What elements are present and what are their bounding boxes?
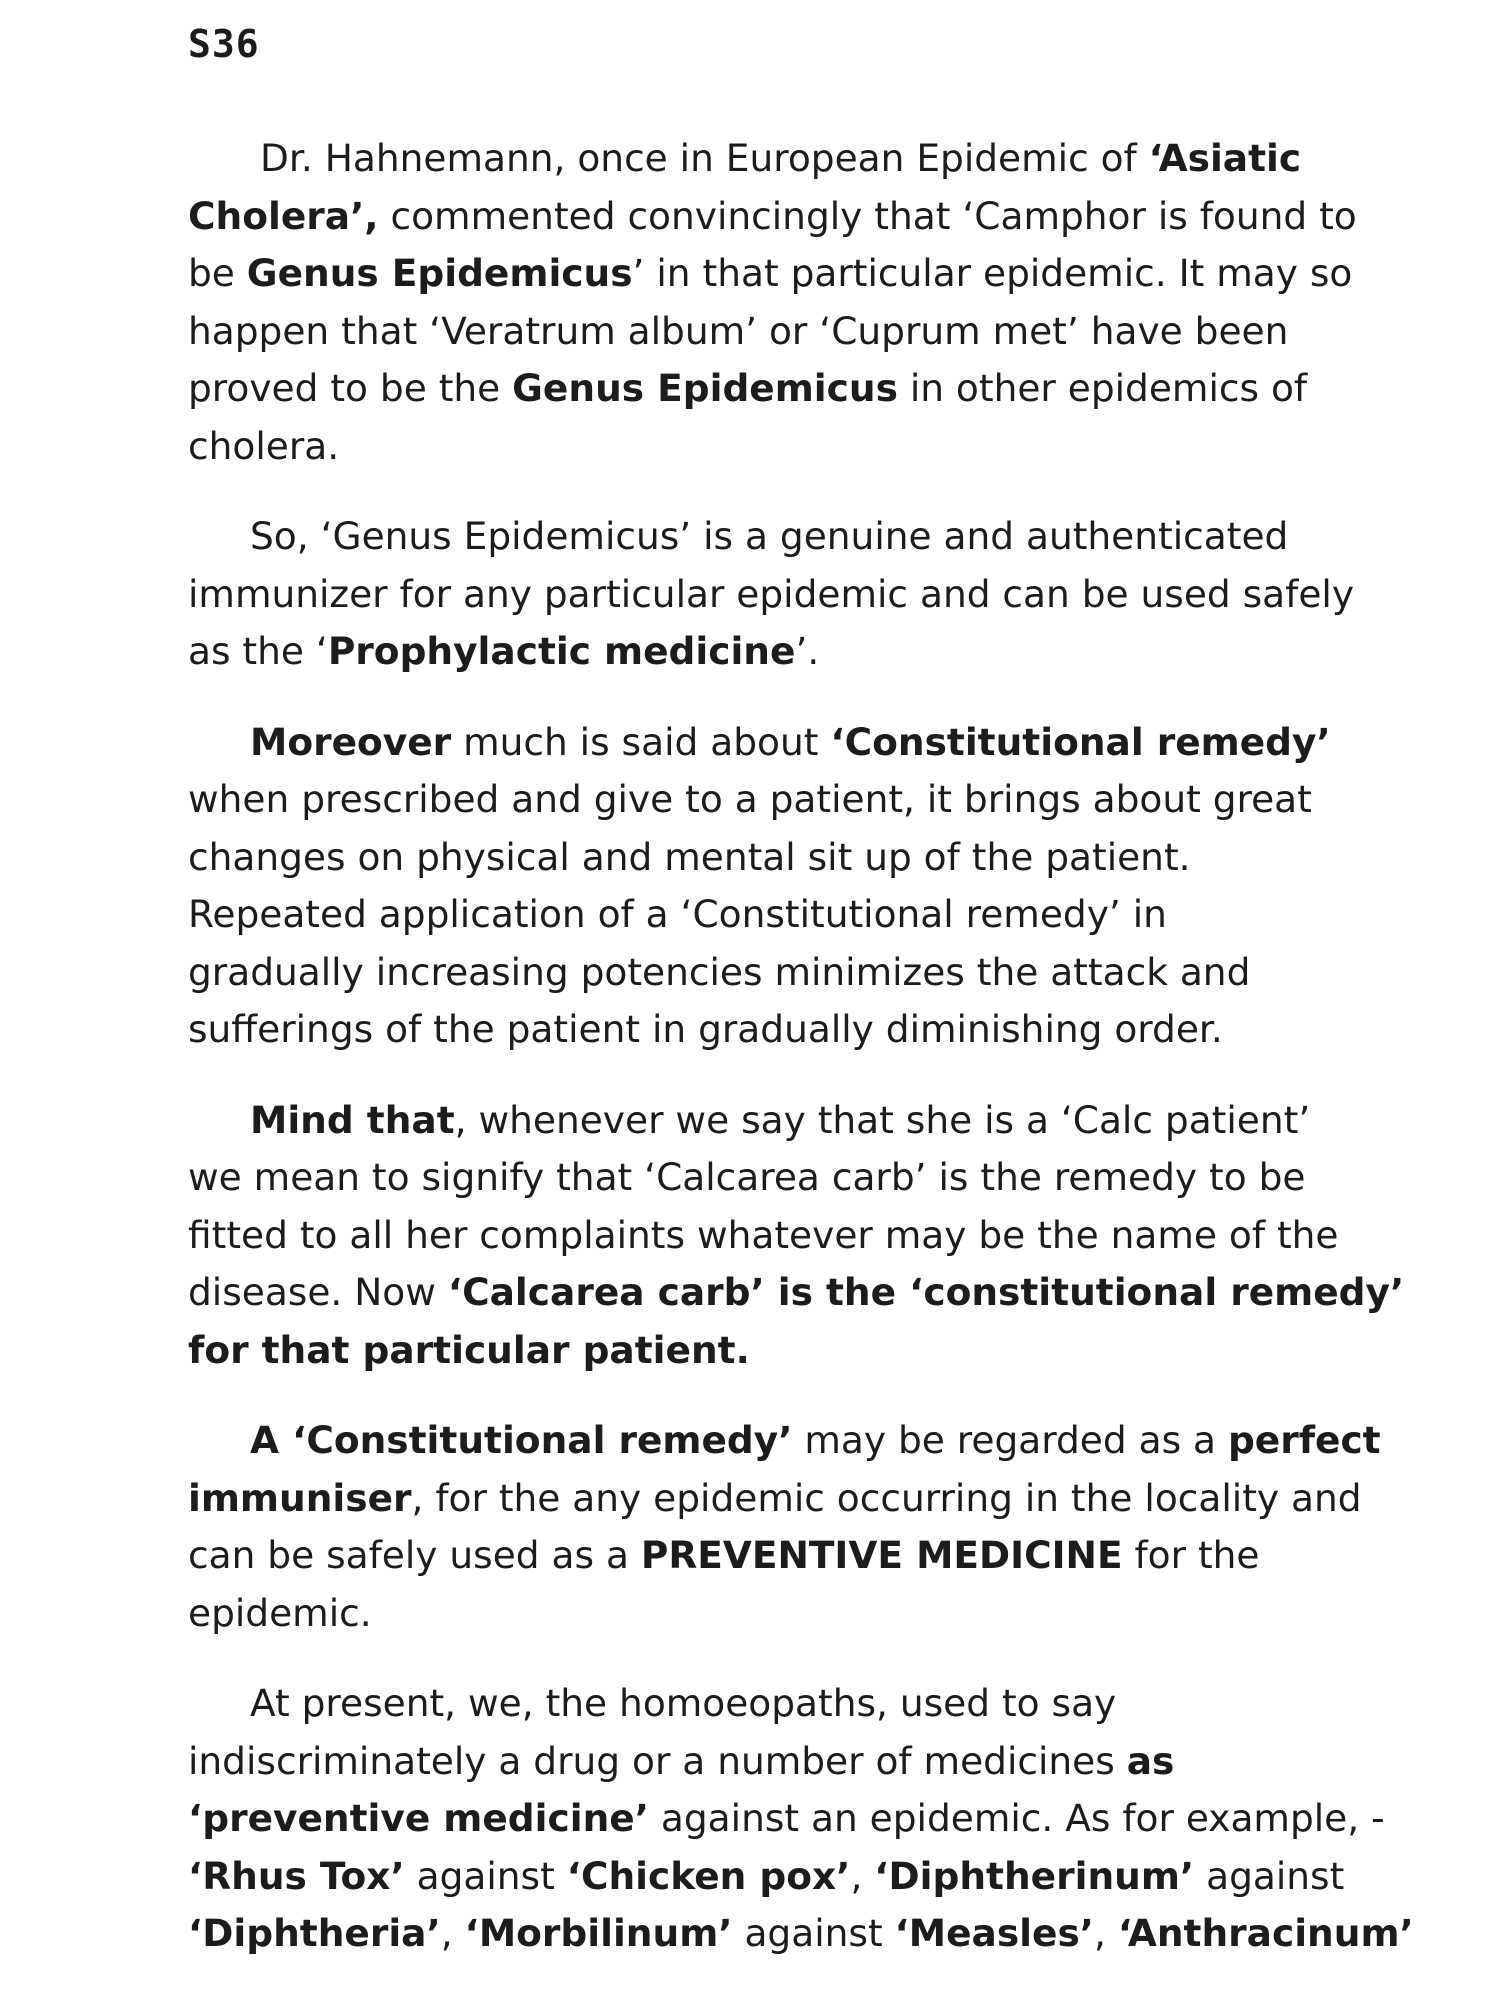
text-line [188,1149,1348,1207]
text-run: can be safely used as a [188,1533,641,1577]
bold-text: A ‘Constitutional remedy’ [250,1418,793,1462]
text-line [188,714,1348,772]
bold-text: Moreover [250,719,452,764]
text-run: ’. [795,629,820,673]
text-line [188,566,1355,624]
text-line [188,829,1348,887]
bold-text: Genus Epidemicus [512,366,898,410]
text-run: , whenever we say that she is a ‘Calc patient’ [454,1097,1311,1142]
text-run: we mean to signify that ‘Calcarea carb’ is the remedy to be [188,1155,1306,1199]
paragraph-genuine-immunizer [188,508,1355,681]
text-run: against [404,1853,567,1898]
text-line [188,1207,1348,1265]
text-line [188,1733,1348,1791]
body-text [188,130,1414,1996]
text-line [188,1470,1362,1528]
text-line [188,303,1348,361]
bold-text: for that particular patient. [188,1327,750,1372]
bold-text: as [1126,1738,1175,1783]
bold-text: ‘Chicken pox’ [566,1853,851,1898]
text-run: epidemic. [188,1590,372,1635]
bold-text: Prophylactic medicine [327,629,796,673]
text-run: Dr. Hahnemann, once in European Epidemic of [260,136,1149,180]
bold-text: Genus Epidemicus [246,251,633,295]
text-line [188,418,1348,476]
text-run: when prescribed and give to a patient, it brings about great [188,777,1312,821]
text-line [188,188,1357,246]
bold-text: immuniser [188,1475,412,1520]
text-line [188,944,1348,1002]
text-run: indiscriminately a drug or a number of medicines [188,1738,1127,1783]
text-line [188,360,1348,418]
text-line [188,1905,1414,1963]
text-run: immunizer for any particular epidemic and can be used safely [188,571,1355,616]
text-line [188,1322,1348,1380]
bold-text: perfect [1227,1418,1381,1462]
bold-text: ‘Asiatic [1148,136,1302,180]
text-run: ’ in that particular epidemic. It may so [632,251,1353,295]
text-run: changes on physical and mental sit up of the patient. [188,834,1191,879]
text-line [188,508,1348,566]
text-line [188,886,1348,944]
text-line [188,1675,1348,1733]
text-run: So, ‘Genus Epidemicus’ is a genuine and authenticated [250,514,1289,558]
text-run: in other epidemics of [897,366,1308,410]
text-run: against [1194,1853,1345,1898]
text-line [188,1264,1405,1322]
text-line [188,771,1348,829]
text-line [188,1585,1348,1643]
paragraph-genus-cholera [188,130,1357,475]
text-line [188,623,1348,681]
bold-text: ‘preventive medicine’ [188,1796,649,1840]
text-run: , [850,1853,875,1898]
text-run: may be regarded as a [792,1418,1228,1462]
text-run: as the ‘ [188,629,328,673]
text-run: cholera. [188,423,340,468]
text-run: happen that ‘Veratrum album’ or ‘Cuprum met’ have been [188,308,1289,353]
paragraph-perfect-immuniser [188,1412,1381,1642]
text-line [188,1412,1381,1470]
paragraph-at-present [188,1675,1414,1963]
text-line [188,1001,1348,1059]
bold-text: ‘Morbilinum’ [464,1911,733,1955]
text-line [188,1848,1348,1906]
text-run: for the [1122,1533,1260,1577]
bold-text: ‘Diphtherinum’ [874,1853,1195,1898]
paragraph-constitutional-remedy [188,714,1348,1059]
bold-text: ‘Constitutional remedy’ [830,719,1331,764]
text-run: much is said about [451,719,831,764]
text-line [188,1092,1348,1150]
bold-text: Cholera’, [188,193,379,238]
text-run: At present, we, the homoeopaths, used to say [250,1681,1117,1725]
text-run: be [188,251,247,295]
text-run: disease. Now [188,1270,448,1314]
text-run: sufferings of the patient in gradually diminishing order. [188,1007,1223,1051]
bold-text: ‘Rhus Tox’ [188,1853,405,1898]
bold-text: ‘Diphtheria’ [188,1911,441,1955]
text-run: , for the any epidemic occurring in the locality and [411,1475,1362,1520]
text-run: , [1094,1911,1118,1955]
text-run: proved to be the [188,366,513,410]
bold-text: ‘Anthracinum’ [1117,1911,1414,1955]
bold-text: ‘Calcarea carb’ is the ‘constitutional remedy’ [447,1270,1405,1314]
bold-text: Mind that [250,1097,455,1142]
text-line [188,130,1348,188]
paragraph-calc-patient [188,1092,1405,1380]
text-run: , [440,1911,465,1955]
text-run: gradually increasing potencies minimizes the attack and [188,949,1251,994]
text-run: against [732,1911,895,1955]
bold-text: PREVENTIVE MEDICINE [640,1533,1123,1577]
text-line [188,1790,1385,1848]
bold-text: ‘Measles’ [894,1911,1095,1955]
page-number: S36 [188,22,260,66]
text-run: commented convincingly that ‘Camphor is found to [378,193,1357,238]
text-line [188,1527,1348,1585]
text-run: against an epidemic. As for example, - [648,1796,1385,1840]
text-line [188,245,1353,303]
text-run: fitted to all her complaints whatever may be the name of the [188,1212,1339,1257]
text-run: Repeated application of a ‘Constitutional remedy’ in [188,892,1167,936]
